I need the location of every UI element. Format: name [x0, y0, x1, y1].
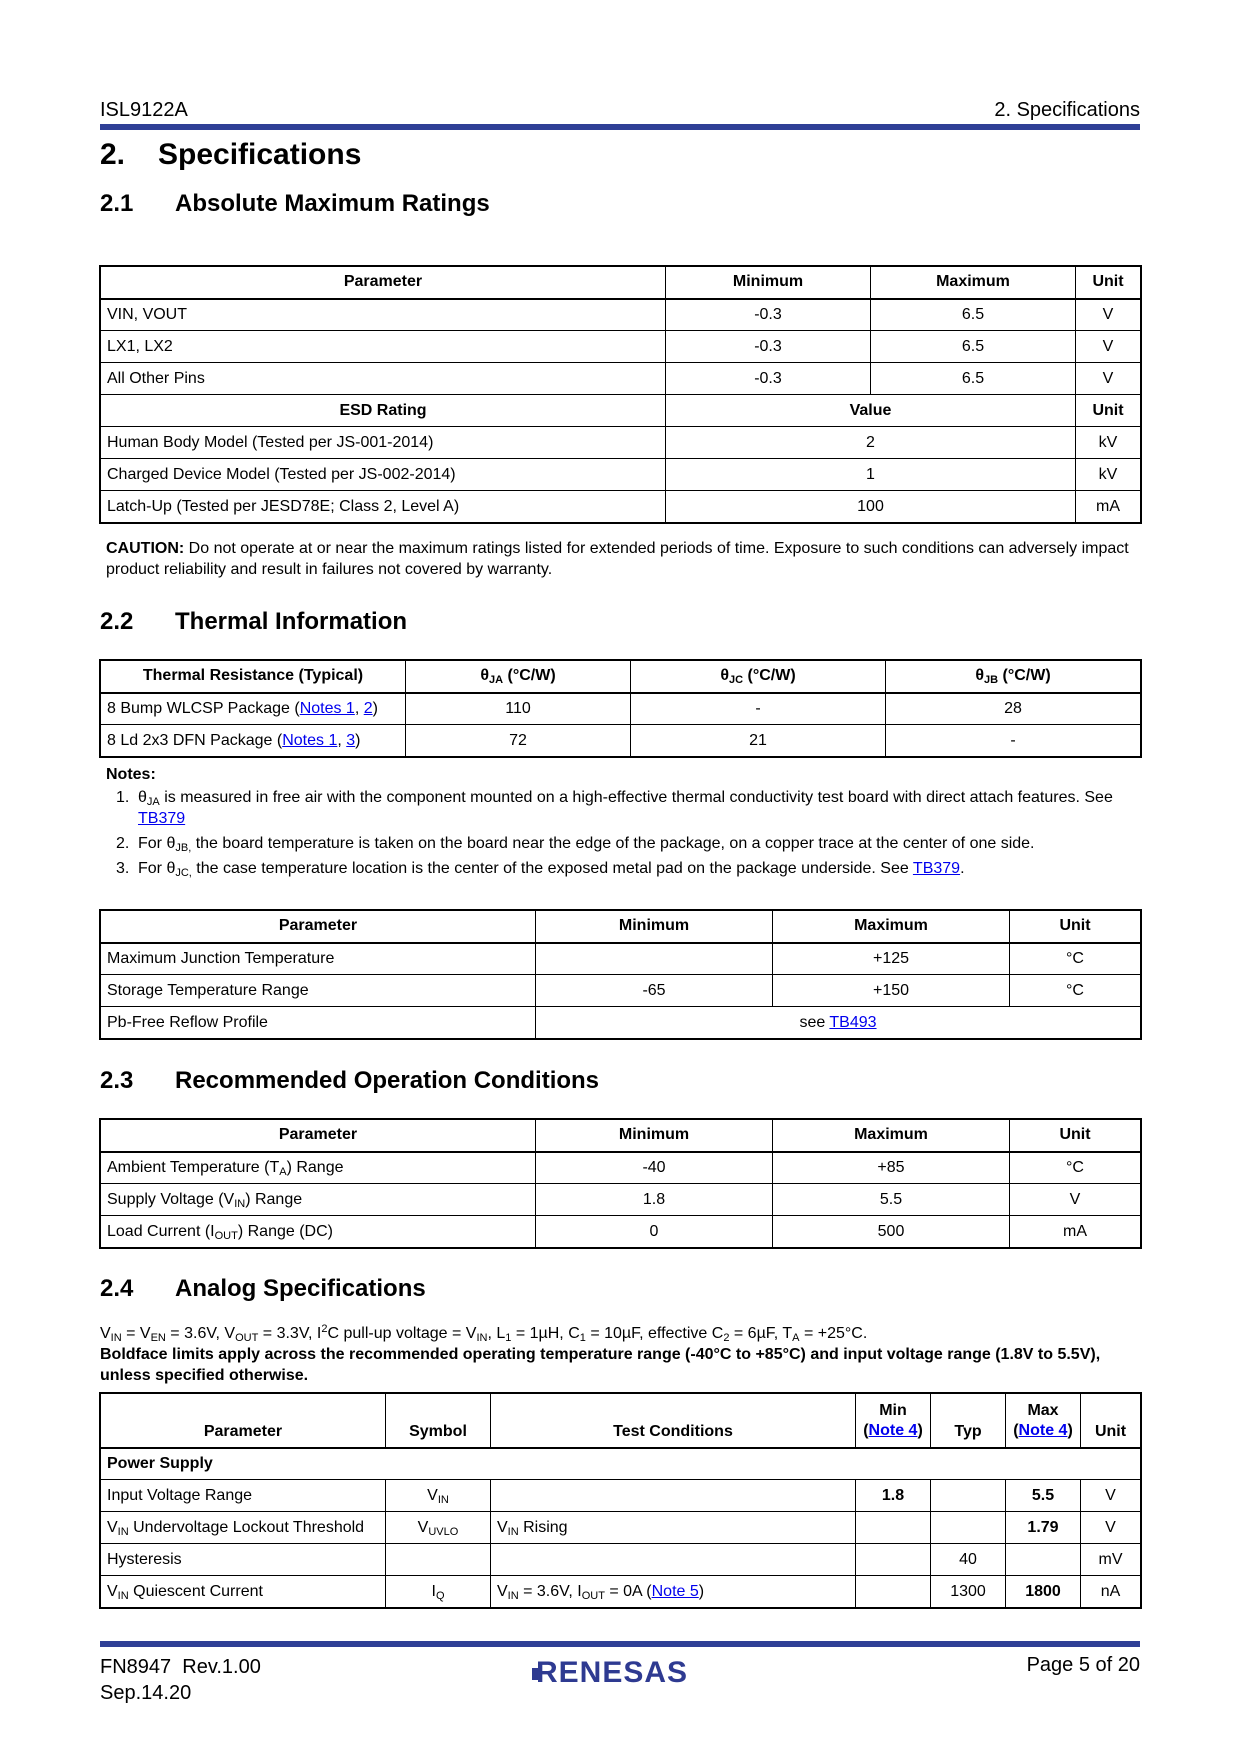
cell-parameter: Maximum Junction Temperature [101, 943, 536, 975]
heading-rec-op [100, 1067, 599, 1095]
boldface-note: Boldface limits apply across the recommended operating temperature range (-40°C to +85°C) and input voltage range (1.8V to 5.5V), unless specified otherwise. [100, 1346, 1101, 1384]
cell-theta-ja: 110 [406, 693, 631, 725]
cell-max: 1.79 [1006, 1512, 1081, 1544]
cell-max: 5.5 [773, 1184, 1010, 1216]
cell-max: +125 [773, 943, 1010, 975]
heading-text: Absolute Maximum Ratings [175, 190, 490, 217]
col-header: Maximum [773, 1120, 1010, 1152]
cell-parameter: Ambient Temperature $(T_A)$ Range [101, 1152, 536, 1184]
table-row [101, 459, 1141, 491]
col-header: Test Conditions [491, 1394, 856, 1448]
table-header-row [101, 911, 1141, 943]
cell-unit: V [1076, 363, 1141, 395]
cell-typ: 1300 [931, 1576, 1006, 1608]
table-row [101, 1184, 1141, 1216]
col-header-theta-jb: $\theta_{JB}$ (°C/W) [886, 661, 1141, 693]
esd-header-row [101, 395, 1141, 427]
col-header: Maximum [871, 267, 1076, 299]
col-header: Unit [1081, 1394, 1141, 1448]
caution-note [106, 538, 1136, 580]
cell-unit: mA [1010, 1216, 1141, 1248]
col-header: Parameter [101, 1394, 386, 1448]
section-title: Specifications [158, 138, 362, 171]
tb379-link[interactable]: TB379 [912, 860, 961, 877]
caution-label: CAUTION: [106, 540, 185, 557]
cell-max: 1800 [1006, 1576, 1081, 1608]
cell-parameter: $V_{IN}$ Quiescent Current [101, 1576, 386, 1608]
cell-max: +85 [773, 1152, 1010, 1184]
tb379-link[interactable]: TB379 [138, 810, 186, 827]
cell-min: -0.3 [666, 331, 871, 363]
table-header-row [101, 267, 1141, 299]
cell-symbol: $V_{UVLO}$ [386, 1512, 491, 1544]
cell-max: 6.5 [871, 331, 1076, 363]
cell-unit: kV [1076, 459, 1141, 491]
heading-number: 2.2 [100, 608, 134, 635]
thermal-notes [106, 764, 1136, 883]
cell-min [536, 943, 773, 975]
cell-theta-jc: 21 [631, 725, 886, 757]
cell-parameter: Charged Device Model (Tested per JS-002-2014) [101, 459, 666, 491]
cell-parameter: LX1, LX2 [101, 331, 666, 363]
cell-theta-jb: 28 [886, 693, 1141, 725]
cell-parameter: VIN, VOUT [101, 299, 666, 331]
cell-min: -65 [536, 975, 773, 1007]
cell-unit: V [1010, 1184, 1141, 1216]
col-header-max: Max (Note 4) [1006, 1394, 1081, 1448]
analog-spec-table [100, 1393, 1141, 1608]
col-header: Minimum [536, 911, 773, 943]
table-row [101, 363, 1141, 395]
heading-text: Thermal Information [175, 608, 408, 635]
table-row [101, 1512, 1141, 1544]
note4-link[interactable]: Note 4 [1018, 1421, 1068, 1439]
cell-max: +150 [773, 975, 1010, 1007]
abs-max-table [100, 266, 1141, 523]
cell-parameter: $V_{IN}$ Undervoltage Lockout Threshold [101, 1512, 386, 1544]
cell-max: 5.5 [1006, 1480, 1081, 1512]
cell-unit: mV [1081, 1544, 1141, 1576]
cell-theta-ja: 72 [406, 725, 631, 757]
cell-parameter: Load Current $(I_{OUT})$ Range (DC) [101, 1216, 536, 1248]
cell-theta-jb: - [886, 725, 1141, 757]
table-row [101, 943, 1141, 975]
table-row [101, 1576, 1141, 1608]
cell-conditions [491, 1480, 856, 1512]
cell-max [1006, 1544, 1081, 1576]
cell-value: 2 [666, 427, 1076, 459]
heading-number: 2.4 [100, 1275, 134, 1302]
note-link[interactable]: 2 [363, 699, 373, 717]
table-row [101, 1216, 1141, 1248]
cell-theta-jc: - [631, 693, 886, 725]
tb493-link[interactable]: TB493 [829, 1013, 877, 1031]
col-header-min: Min (Note 4) [856, 1394, 931, 1448]
note4-link[interactable]: Note 4 [868, 1421, 918, 1439]
table-row [101, 491, 1141, 523]
cell-unit: °C [1010, 1152, 1141, 1184]
rec-op-table [100, 1119, 1141, 1248]
cell-typ: 40 [931, 1544, 1006, 1576]
cell-unit: mA [1076, 491, 1141, 523]
cell-reflow-ref: see TB493 [536, 1007, 1141, 1039]
col-header: Typ [931, 1394, 1006, 1448]
cell-min [856, 1512, 931, 1544]
header-doc-id: ISL9122A [100, 99, 188, 121]
temperature-table [100, 910, 1141, 1039]
col-header: Minimum [666, 267, 871, 299]
cell-typ [931, 1480, 1006, 1512]
section-number: 2. [100, 138, 126, 171]
col-header: Parameter [101, 911, 536, 943]
cell-unit: °C [1010, 975, 1141, 1007]
footer-page-number: Page 5 of 20 [1026, 1654, 1140, 1676]
cell-package: 8 Ld 2x3 DFN Package (Notes 1, 3) [101, 725, 406, 757]
col-header: Value [666, 395, 1076, 427]
note-item: 1. $\theta_{JA}$ is measured in free air with the component mounted on a high-effective thermal conductivity test board with direct attach features. See TB379 [116, 789, 1113, 827]
col-header: Unit [1076, 267, 1141, 299]
cell-parameter: Latch-Up (Tested per JESD78E; Class 2, Level A) [101, 491, 666, 523]
cell-min: 1.8 [536, 1184, 773, 1216]
col-header: Parameter [101, 1120, 536, 1152]
col-header-theta-jc: $\theta_{JC}$ (°C/W) [631, 661, 886, 693]
footer-date: Sep.14.20 [100, 1682, 192, 1704]
cell-max: 500 [773, 1216, 1010, 1248]
group-label: Power Supply [101, 1448, 1141, 1480]
notes-label: Notes: [106, 766, 156, 783]
cell-max: 6.5 [871, 299, 1076, 331]
footer-rule [100, 1641, 1140, 1647]
cell-value: 100 [666, 491, 1076, 523]
col-header: Unit [1010, 1120, 1141, 1152]
col-header: Minimum [536, 1120, 773, 1152]
cell-unit: nA [1081, 1576, 1141, 1608]
table-row [101, 1480, 1141, 1512]
cell-parameter: Hysteresis [101, 1544, 386, 1576]
cell-conditions: $V_{IN} = 3.6V$, $I_{OUT} = 0A$ (Note 5) [491, 1576, 856, 1608]
cell-conditions: $V_{IN}$ Rising [491, 1512, 856, 1544]
cell-parameter: Pb-Free Reflow Profile [101, 1007, 536, 1039]
heading-thermal [100, 608, 407, 636]
cell-max: 6.5 [871, 363, 1076, 395]
cell-min: -0.3 [666, 363, 871, 395]
footer-doc-info [100, 1654, 261, 1706]
page-title [100, 138, 361, 172]
cell-unit: °C [1010, 943, 1141, 975]
cell-unit: V [1081, 1480, 1141, 1512]
renesas-logo-icon [530, 1656, 710, 1690]
cell-unit: V [1076, 331, 1141, 363]
cell-min [856, 1576, 931, 1608]
note-link[interactable]: Notes 1 [282, 731, 338, 749]
cell-parameter: Input Voltage Range [101, 1480, 386, 1512]
cell-parameter: Supply Voltage $(V_{IN})$ Range [101, 1184, 536, 1216]
header-rule [100, 124, 1140, 130]
note-item: 3. For $\theta_{JC,}$ the case temperature location is the center of the exposed metal pad on the package underside. See TB379. [116, 860, 965, 879]
cell-typ [931, 1512, 1006, 1544]
table-row [101, 975, 1141, 1007]
col-header: Parameter [101, 267, 666, 299]
heading-number: 2.1 [100, 190, 134, 217]
cell-package: 8 Bump WLCSP Package (Notes 1, 2) [101, 693, 406, 725]
table-row [101, 725, 1141, 757]
table-header-row [101, 661, 1141, 693]
cell-min: -0.3 [666, 299, 871, 331]
table-row [101, 1152, 1141, 1184]
analog-conditions [100, 1323, 1140, 1386]
note5-link[interactable]: Note 5 [651, 1582, 699, 1600]
header-section-title: 2. Specifications [994, 99, 1140, 121]
heading-abs-max [100, 190, 490, 218]
cell-parameter: Storage Temperature Range [101, 975, 536, 1007]
cell-unit: V [1076, 299, 1141, 331]
table-row [101, 331, 1141, 363]
heading-text: Recommended Operation Conditions [175, 1067, 600, 1094]
cell-unit: V [1081, 1512, 1141, 1544]
cell-min: 1.8 [856, 1480, 931, 1512]
table-row [101, 1544, 1141, 1576]
col-header: Unit [1076, 395, 1141, 427]
note-link[interactable]: Notes 1 [299, 699, 355, 717]
col-header: ESD Rating [101, 395, 666, 427]
cell-symbol: $I_Q$ [386, 1576, 491, 1608]
cell-unit: kV [1076, 427, 1141, 459]
footer-doc-number: FN8947 Rev.1.00 [100, 1656, 261, 1678]
svg-text:RENESAS: RENESAS [536, 1656, 689, 1689]
heading-text: Analog Specifications [175, 1275, 426, 1302]
caution-text: Do not operate at or near the maximum ratings listed for extended periods of time. Exposure to such conditions can adversely impact product reliability and result in failures not covered by warranty. [106, 540, 1129, 578]
cell-min [856, 1544, 931, 1576]
table-row [101, 1007, 1141, 1039]
conditions-line: $V_{IN} = V_{EN} = 3.6V$, $V_{OUT} = 3.3V$, $I^2C$ pull-up voltage = $V_{IN}$, $L_1 = 1\mu H$, $C_1 = 10\mu F$, effective $C_2 = 6\mu F$, $T_A = +25^\circ C$. [100, 1323, 868, 1344]
group-row [101, 1448, 1141, 1480]
col-header: Thermal Resistance (Typical) [101, 661, 406, 693]
cell-symbol [386, 1544, 491, 1576]
table-header-row [101, 1394, 1141, 1448]
note-link[interactable]: 3 [346, 731, 356, 749]
table-row [101, 693, 1141, 725]
col-header: Maximum [773, 911, 1010, 943]
cell-min: -40 [536, 1152, 773, 1184]
renesas-logo [530, 1656, 710, 1695]
table-row [101, 427, 1141, 459]
thermal-table [100, 660, 1141, 757]
table-row [101, 299, 1141, 331]
cell-min: 0 [536, 1216, 773, 1248]
cell-conditions [491, 1544, 856, 1576]
col-header-theta-ja: $\theta_{JA}$ (°C/W) [406, 661, 631, 693]
col-header: Symbol [386, 1394, 491, 1448]
heading-number: 2.3 [100, 1067, 134, 1094]
cell-parameter: All Other Pins [101, 363, 666, 395]
heading-analog [100, 1275, 426, 1303]
col-header: Unit [1010, 911, 1141, 943]
cell-symbol: $V_{IN}$ [386, 1480, 491, 1512]
cell-value: 1 [666, 459, 1076, 491]
table-header-row [101, 1120, 1141, 1152]
cell-parameter: Human Body Model (Tested per JS-001-2014) [101, 427, 666, 459]
note-item: 2. For $\theta_{JB,}$ the board temperature is taken on the board near the edge of the package, on a copper trace at the center of one side. [116, 835, 1035, 854]
